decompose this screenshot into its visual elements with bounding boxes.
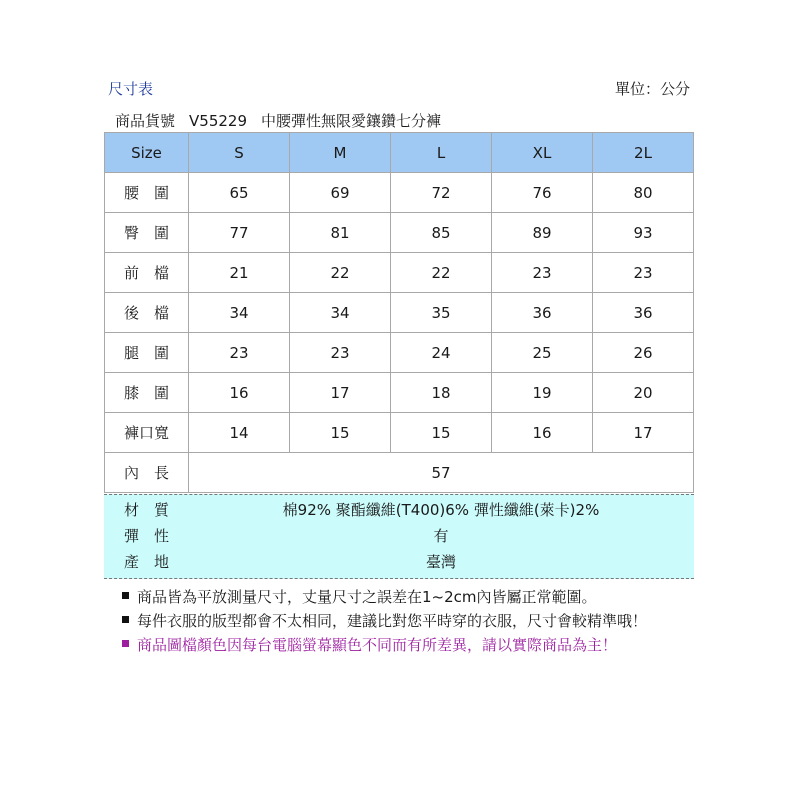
- table-cell: 23: [492, 253, 593, 293]
- table-cell: 22: [391, 253, 492, 293]
- table-cell: 20: [593, 373, 694, 413]
- info-label: [124, 498, 172, 523]
- unit-label: 單位：公分: [614, 80, 690, 98]
- table-row: [105, 253, 694, 293]
- table-cell: 24: [391, 333, 492, 373]
- table-cell: 18: [391, 373, 492, 413]
- note-text: 每件衣服的版型都會不太相同，建議比對您平時穿的衣服，尺寸會較精準哦！: [137, 612, 648, 630]
- table-cell: 34: [290, 293, 391, 333]
- table-cell: 15: [391, 413, 492, 453]
- table-cell: 16: [492, 413, 593, 453]
- row-label: 腰 圍: [105, 173, 189, 213]
- product-code-label: 商品貨號: [115, 112, 176, 130]
- table-cell: 36: [492, 293, 593, 333]
- info-row-elasticity: [104, 524, 694, 549]
- size-header-cell: 2L: [593, 133, 694, 173]
- row-label: 腿 圍: [105, 333, 189, 373]
- table-cell: 14: [189, 413, 290, 453]
- info-value: 棉92% 聚酯纖維(T400)6% 彈性纖維(萊卡)2%: [282, 501, 600, 519]
- info-row-material: [104, 498, 694, 523]
- table-cell: 34: [189, 293, 290, 333]
- table-cell: 93: [593, 213, 694, 253]
- table-cell: 19: [492, 373, 593, 413]
- row-label: 內 長: [105, 453, 189, 493]
- size-header-row: [105, 133, 694, 173]
- table-cell: 85: [391, 213, 492, 253]
- table-row: [105, 173, 694, 213]
- table-cell: 77: [189, 213, 290, 253]
- row-label: 褲口寬: [105, 413, 189, 453]
- info-label-text: 產 地: [124, 553, 170, 571]
- table-cell: 23: [290, 333, 391, 373]
- table-cell: 17: [593, 413, 694, 453]
- square-bullet-icon: [122, 592, 129, 599]
- table-cell: 81: [290, 213, 391, 253]
- table-row: [105, 413, 694, 453]
- table-row: [105, 213, 694, 253]
- inseam-row: [105, 453, 694, 493]
- table-cell: 25: [492, 333, 593, 373]
- product-name: 中腰彈性無限愛鑲鑽七分褲: [261, 112, 442, 130]
- info-value: 有: [433, 527, 449, 545]
- info-label-text: 材 質: [124, 501, 170, 519]
- product-line: [115, 110, 441, 131]
- table-cell: 80: [593, 173, 694, 213]
- info-row-origin: [104, 550, 694, 575]
- note-item-highlight: [122, 633, 647, 657]
- table-cell: 35: [391, 293, 492, 333]
- table-cell: 69: [290, 173, 391, 213]
- table-cell: 16: [189, 373, 290, 413]
- table-cell: 72: [391, 173, 492, 213]
- size-chart-title: 尺寸表: [108, 80, 154, 98]
- table-cell: 22: [290, 253, 391, 293]
- square-bullet-icon: [122, 640, 129, 647]
- table-cell: 23: [593, 253, 694, 293]
- table-cell: 76: [492, 173, 593, 213]
- table-cell: 89: [492, 213, 593, 253]
- size-header-cell: M: [290, 133, 391, 173]
- notes-list: [122, 585, 647, 657]
- row-label: 後 檔: [105, 293, 189, 333]
- size-header-cell: L: [391, 133, 492, 173]
- info-value: 臺灣: [425, 553, 456, 571]
- table-row: [105, 333, 694, 373]
- table-row: [105, 293, 694, 333]
- inseam-value: 57: [189, 453, 694, 493]
- table-cell: 36: [593, 293, 694, 333]
- table-cell: 21: [189, 253, 290, 293]
- note-item: [122, 609, 647, 633]
- size-header-label: Size: [105, 133, 189, 173]
- table-cell: 65: [189, 173, 290, 213]
- table-cell: 23: [189, 333, 290, 373]
- info-label: [124, 524, 172, 549]
- table-row: [105, 373, 694, 413]
- table-cell: 15: [290, 413, 391, 453]
- note-item: [122, 585, 647, 609]
- row-label: 臀 圍: [105, 213, 189, 253]
- size-table: [104, 132, 694, 493]
- size-header-cell: XL: [492, 133, 593, 173]
- note-text: 商品皆為平放測量尺寸，丈量尺寸之誤差在1~2cm內皆屬正常範圍。: [137, 588, 597, 606]
- info-label: [124, 550, 172, 575]
- product-code: V55229: [189, 112, 247, 130]
- fabric-info-panel: [104, 494, 694, 579]
- square-bullet-icon: [122, 616, 129, 623]
- row-label: 前 檔: [105, 253, 189, 293]
- size-header-cell: S: [189, 133, 290, 173]
- info-label-text: 彈 性: [124, 527, 170, 545]
- note-text: 商品圖檔顏色因每台電腦螢幕顯色不同而有所差異，請以實際商品為主！: [137, 636, 618, 654]
- row-label: 膝 圍: [105, 373, 189, 413]
- table-cell: 17: [290, 373, 391, 413]
- table-cell: 26: [593, 333, 694, 373]
